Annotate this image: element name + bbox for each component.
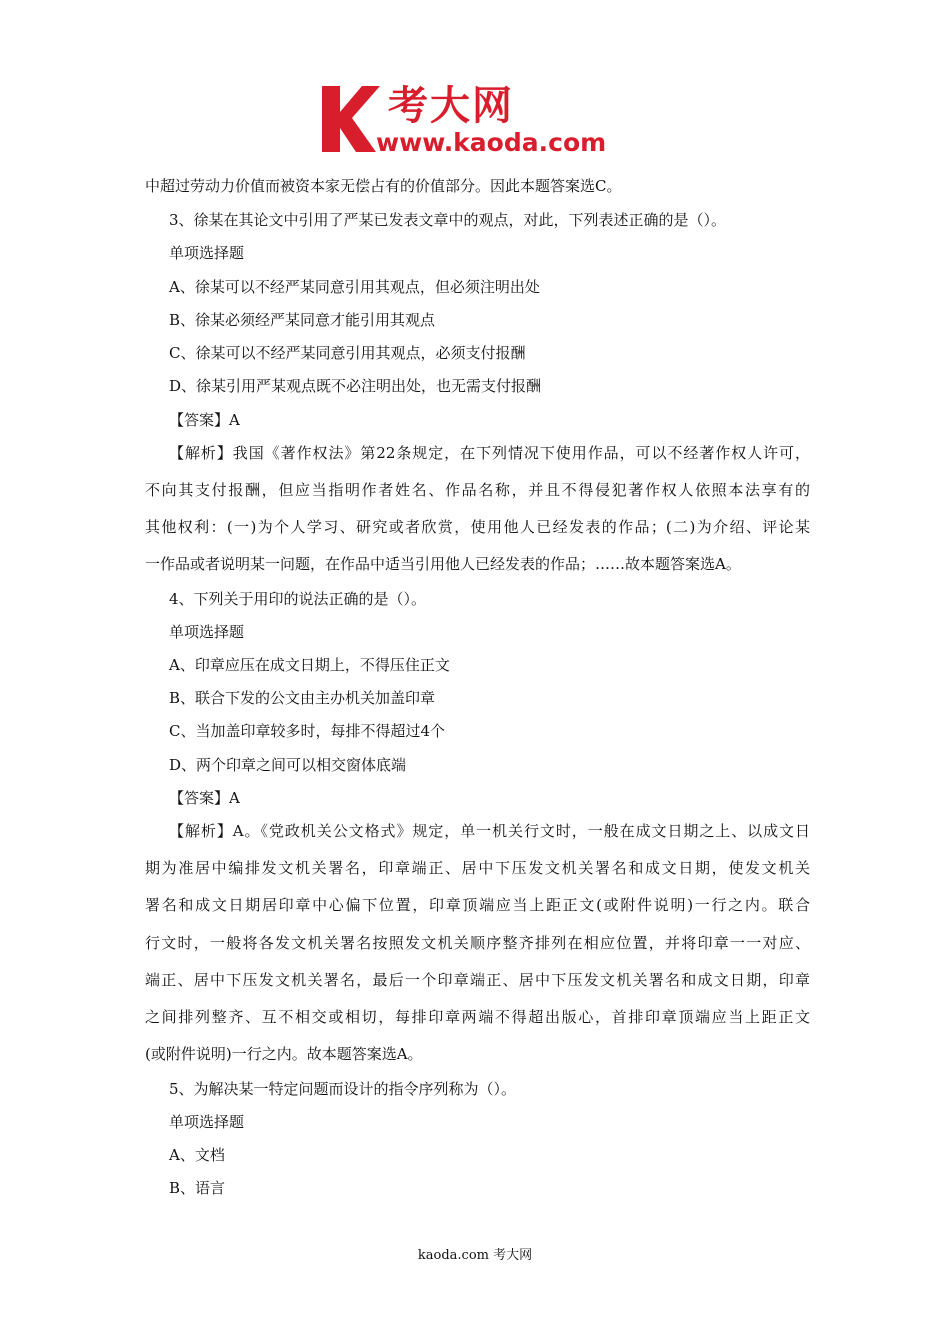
analysis-line: 其他权利：(一)为个人学习、研究或者欣赏，使用他人已经发表的作品；(二)为介绍、评论某 [145, 518, 810, 536]
analysis-line: 端正、居中下压发文机关署名，最后一个印章端正、居中下压发文机关署名和成文日期，印章 [145, 971, 810, 989]
option-a: A、徐某可以不经严某同意引用其观点，但必须注明出处 [169, 278, 540, 296]
option-c: C、徐某可以不经严某同意引用其观点，必须支付报酬 [169, 344, 526, 362]
analysis-line: 行文时，一般将各发文机关署名按照发文机关顺序整齐排列在相应位置，并将印章一一对应、 [145, 934, 810, 952]
analysis-line: 署名和成文日期居印章中心偏下位置，印章顶端应当上距正文(或附件说明)一行之内。联合 [145, 896, 810, 914]
analysis-line: (或附件说明)一行之内。故本题答案选A。 [145, 1045, 423, 1063]
text-line: 中超过劳动力价值而被资本家无偿占有的价值部分。因此本题答案选C。 [145, 177, 622, 195]
option-b: B、联合下发的公文由主办机关加盖印章 [169, 689, 436, 707]
analysis-line: 不向其支付报酬，但应当指明作者姓名、作品名称，并且不得侵犯著作权人依照本法享有的 [145, 481, 810, 499]
question-3: 3、徐某在其论文中引用了严某已发表文章中的观点，对此，下列表述正确的是（）。 [169, 211, 727, 229]
question-5: 5、为解决某一特定问题而设计的指令序列称为（）。 [169, 1080, 517, 1098]
logo-brand-text: 考大网 [388, 83, 514, 129]
answer: 【答案】A [169, 789, 240, 807]
question-4: 4、下列关于用印的说法正确的是（）。 [169, 590, 427, 608]
question-type: 单项选择题 [169, 623, 245, 641]
option-a: A、印章应压在成文日期上，不得压住正文 [169, 656, 450, 674]
option-a: A、文档 [169, 1146, 225, 1164]
analysis-line: 【解析】我国《著作权法》第22条规定，在下列情况下使用作品，可以不经著作权人许可， [169, 444, 810, 462]
option-c: C、当加盖印章较多时，每排不得超过4个 [169, 722, 446, 740]
option-b: B、徐某必须经严某同意才能引用其观点 [169, 311, 436, 329]
question-type: 单项选择题 [169, 244, 245, 262]
analysis-line: 一作品或者说明某一问题，在作品中适当引用他人已经发表的作品；……故本题答案选A。 [145, 555, 741, 573]
page-footer: kaoda.com 考大网 [417, 1248, 533, 1263]
option-b: B、语言 [169, 1179, 226, 1197]
analysis-line: 期为准居中编排发文机关署名，印章端正、居中下压发文机关署名和成文日期，使发文机关 [145, 859, 810, 877]
analysis-line: 【解析】A。《党政机关公文格式》规定，单一机关行文时，一般在成文日期之上、以成文日 [169, 822, 810, 840]
kaoda-logo [318, 82, 638, 160]
option-d: D、徐某引用严某观点既不必注明出处，也无需支付报酬 [169, 377, 542, 395]
answer: 【答案】A [169, 411, 240, 429]
k-letter-logo-icon [318, 82, 380, 154]
question-type: 单项选择题 [169, 1113, 245, 1131]
analysis-line: 之间排列整齐、互不相交或相切，每排印章两端不得超出版心，首排印章顶端应当上距正文 [145, 1008, 810, 1026]
option-d: D、两个印章之间可以相交窗体底端 [169, 756, 407, 774]
logo-url-text: www.kaoda.com [376, 128, 607, 157]
